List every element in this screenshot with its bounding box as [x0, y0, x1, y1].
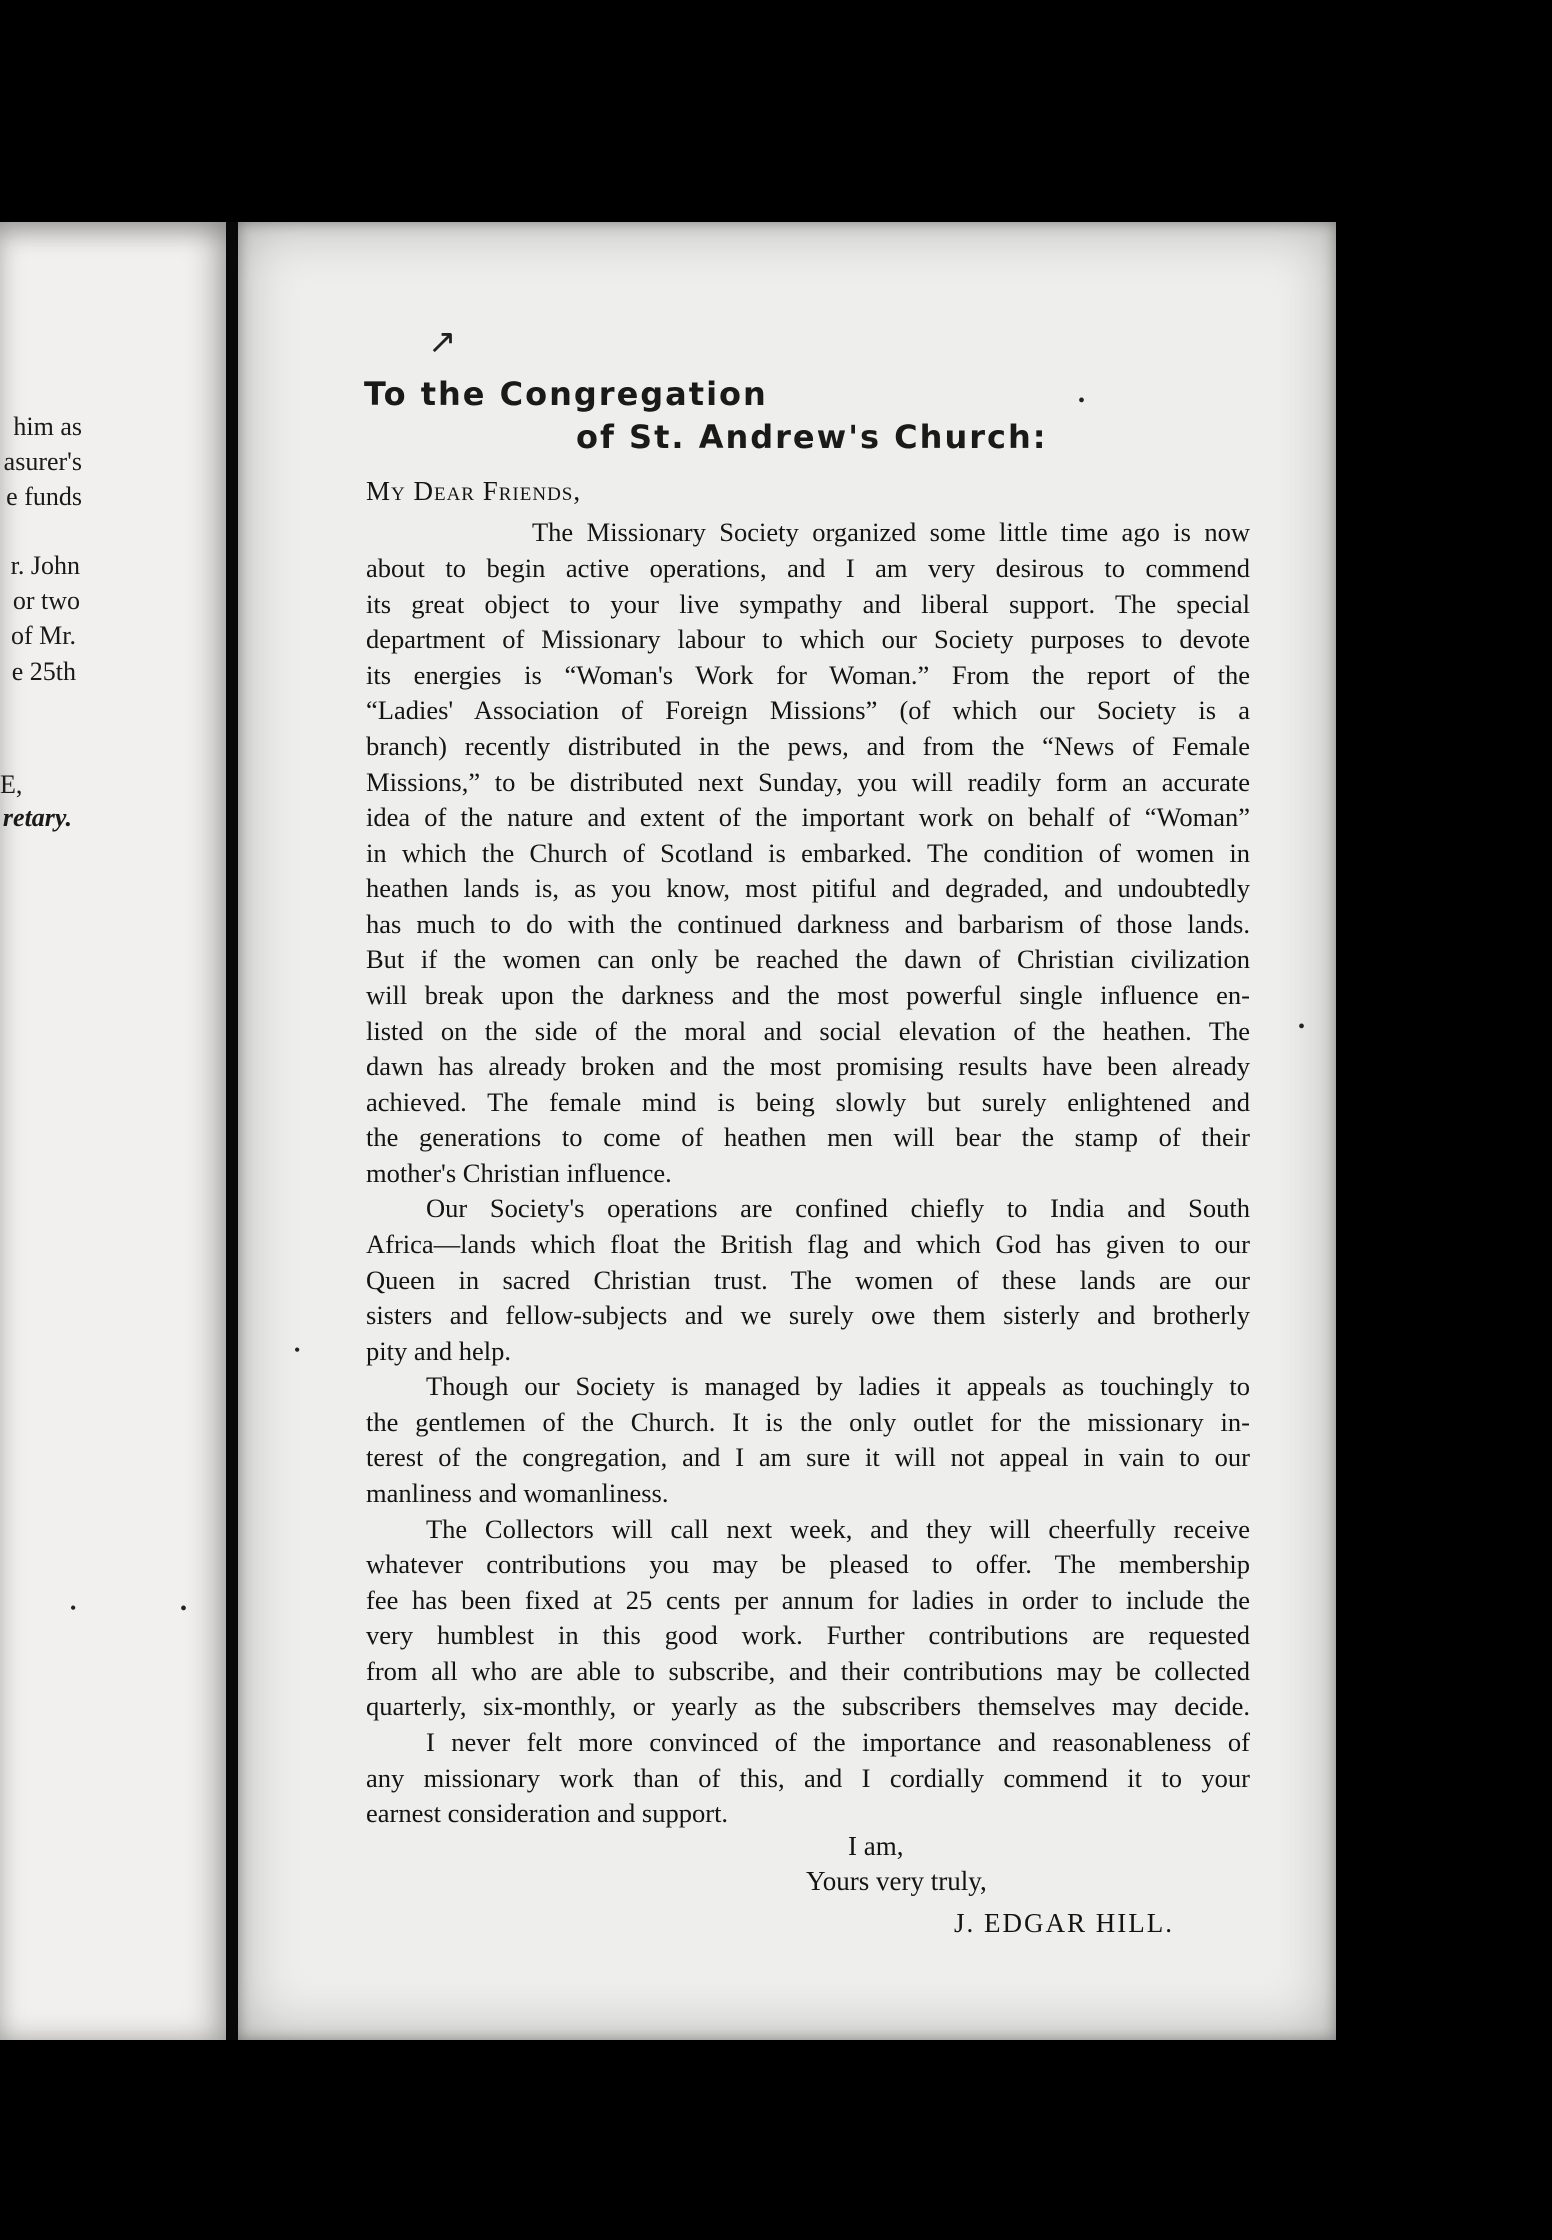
scan-speck: • — [70, 1598, 77, 1618]
body-line: very humblest in this good work. Further contributions are requested — [366, 1620, 1250, 1650]
body-line: the gentlemen of the Church. It is the only outlet for the missionary in- — [366, 1407, 1250, 1437]
body-line: manliness and womanliness. — [366, 1478, 669, 1508]
pen-mark: ↗ — [428, 324, 457, 361]
closing-yours-truly: Yours very truly, — [806, 1866, 987, 1896]
body-line: The Collectors will call next week, and they will cheerfully receive — [426, 1514, 1250, 1544]
body-line: Though our Society is managed by ladies it appeals as touchingly to — [426, 1371, 1250, 1401]
body-line: terest of the congregation, and I am sure it will not appeal in vain to our — [366, 1442, 1250, 1472]
body-line: its great object to your live sympathy and liberal support. The special — [366, 589, 1250, 619]
left-page-line: r. John — [10, 551, 80, 580]
left-page-line: E, — [0, 770, 23, 799]
scan-speck: • — [1298, 1016, 1306, 1038]
scan-speck: • — [180, 1598, 188, 1620]
left-page-line: or two — [12, 586, 80, 615]
scan-speck: • — [294, 1340, 301, 1360]
body-line: Africa—lands which float the British flag and which God has given to our — [366, 1229, 1250, 1259]
body-line: earnest consideration and support. — [366, 1798, 729, 1828]
left-page-line: e funds — [6, 482, 82, 511]
heading-line-1: To the Congregation — [364, 375, 768, 413]
body-line: quarterly, six-monthly, or yearly as the subscribers themselves may decide. — [366, 1691, 1250, 1721]
body-line: has much to do with the continued darkness and barbarism of those lands. — [366, 909, 1250, 939]
body-line: dawn has already broken and the most promising results have been already — [366, 1051, 1250, 1081]
body-line: about to begin active operations, and I am very desirous to commend — [366, 553, 1250, 583]
body-line: idea of the nature and extent of the important work on behalf of “Woman” — [366, 802, 1250, 832]
left-page-line: e 25th — [11, 657, 76, 686]
heading-line-2: of St. Andrew's Church: — [576, 418, 1048, 456]
body-line: any missionary work than of this, and I cordially commend it to your — [366, 1763, 1250, 1793]
body-line: fee has been fixed at 25 cents per annum for ladies in order to include the — [366, 1585, 1250, 1615]
body-line: pity and help. — [366, 1336, 511, 1366]
body-line: the generations to come of heathen men will bear the stamp of their — [366, 1122, 1250, 1152]
body-line: in which the Church of Scotland is embarked. The condition of women in — [366, 838, 1250, 868]
left-page-line: of Mr. — [11, 621, 76, 650]
body-line: But if the women can only be reached the dawn of Christian civilization — [366, 944, 1250, 974]
body-line: sisters and fellow-subjects and we surely owe them sisterly and brotherly — [366, 1300, 1250, 1330]
signature: J. EDGAR HILL. — [954, 1908, 1174, 1938]
body-line: Queen in sacred Christian trust. The women of these lands are our — [366, 1265, 1250, 1295]
body-line: department of Missionary labour to which our Society purposes to devote — [366, 624, 1250, 654]
scan-speck: • — [1078, 390, 1086, 412]
left-page-line: retary. — [2, 803, 72, 832]
body-line: whatever contributions you may be pleased to offer. The membership — [366, 1549, 1250, 1579]
body-line: will break upon the darkness and the most powerful single influence en- — [366, 980, 1250, 1010]
left-page-line: him as — [13, 412, 82, 441]
book-gutter — [226, 222, 238, 2040]
body-line: I never felt more convinced of the importance and reasonableness of — [426, 1727, 1250, 1757]
body-line: Missions,” to be distributed next Sunday, you will readily form an accurate — [366, 767, 1250, 797]
body-line: listed on the side of the moral and social elevation of the heathen. The — [366, 1016, 1250, 1046]
body-line: mother's Christian influence. — [366, 1158, 672, 1188]
salutation: My Dear Friends, — [366, 476, 582, 506]
body-line: The Missionary Society organized some little time ago is now — [532, 517, 1250, 547]
left-page-line: asurer's — [3, 447, 82, 476]
closing-i-am: I am, — [848, 1831, 904, 1861]
body-line: Our Society's operations are confined chiefly to India and South — [426, 1193, 1250, 1223]
body-line: “Ladies' Association of Foreign Missions” (of which our Society is a — [366, 695, 1250, 725]
body-line: its energies is “Woman's Work for Woman.” From the report of the — [366, 660, 1250, 690]
body-line: heathen lands is, as you know, most pitiful and degraded, and undoubtedly — [366, 873, 1250, 903]
body-line: from all who are able to subscribe, and their contributions may be collected — [366, 1656, 1250, 1686]
body-line: branch) recently distributed in the pews, and from the “News of Female — [366, 731, 1250, 761]
body-line: achieved. The female mind is being slowly but surely enlightened and — [366, 1087, 1250, 1117]
